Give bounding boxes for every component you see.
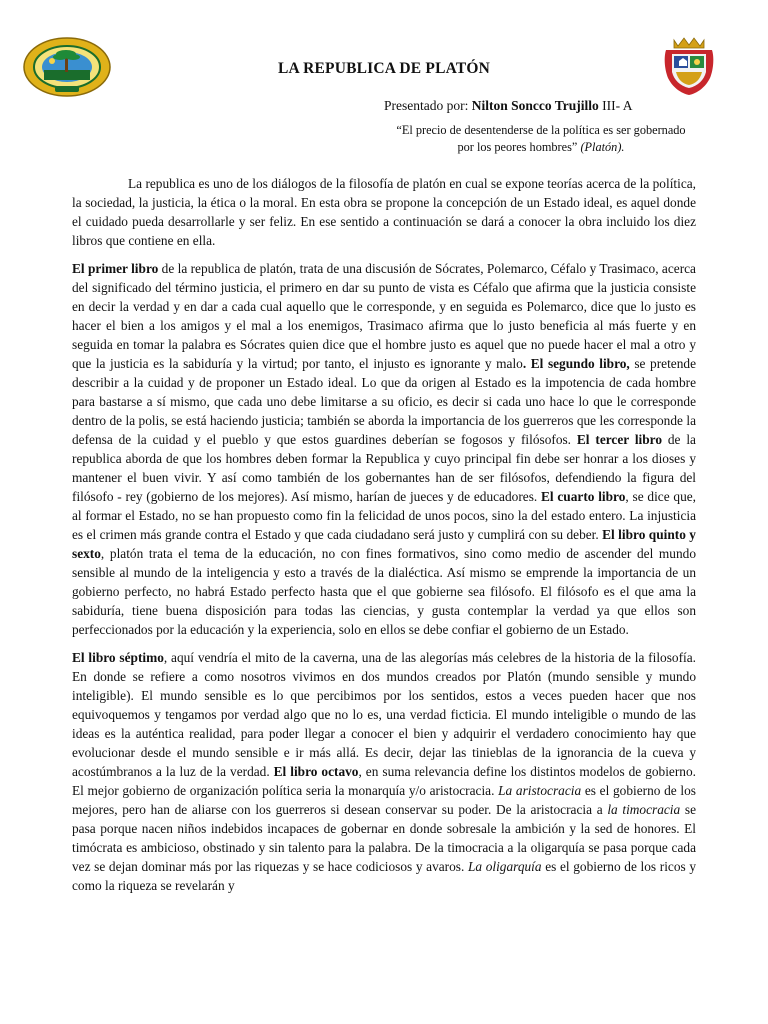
paragraph-intro: La republica es uno de los diálogos de la filosofía de platón en cual se expone teorías acerca de la política, la sociedad, la justicia, la ética o la moral. En esta obra se propone la concepción de un Estado ideal, es aquel donde el cuidado pueda desarrollarle y ser feliz. En ese sentido a continuación se dará a conocer la obra incluido los diez libros que contiene en ella. [72,176,696,248]
paragraph-text: es el gobierno de los ricos y como la riqueza se revelarán y [72,859,697,893]
paragraph-text: , se dice que, al formar el Estado, no se han propuesto como fin la felicidad de unos pocos, sino la del estado entero. La injusticia es el crimen más grande contra el Estado y que cada ciudadano será justo y cumplirá con su deber. [72,489,697,542]
book-heading: El cuarto libro [541,489,626,504]
presenter-line [384,98,633,114]
book-heading: El primer libro [72,261,159,276]
paragraph-text: se pretende describir a la cuidad y de proponer un Estado ideal. Lo que da origen al Estado es la impotencia de cada hombre para bastarse a sí mismo, que cada uno debe limitarse a su oficio, es decir si cada uno hace lo que le corresponde dentro de la polis, se está haciendo justicia; también se aborda la importancia de los guerreros que les corresponde la defensa de la cuidad y el pueblo y que estos guardines deberían se fogosos y filósofos. [72,356,696,447]
term-italic: la timocracia [607,802,681,817]
quote-text: “El precio de desentenderse de la política es ser gobernado por los peores hombres” [396,123,686,154]
paragraph-text: es el gobierno de los mejores, pero han de aliarse con los guerreros si desean conservar su poder. De la aristocracia a [72,783,696,817]
book-heading: El libro quinto y sexto [72,527,696,561]
paragraph-text: de la republica aborda de que los hombres deben formar la Republica y cuyo principal fin debe ser honrar a los dioses y mantener el buen vivir. Y así como también de los gobernantes han de ser filósofos, defendiendo la figura del filósofo - rey (gobierno de los mejores). Así mismo, harían de jueces y de educadores. [72,432,696,504]
paragraph-text: , platón trata el tema de la educación, no con fines formativos, sino como medio de ascender del mundo sensible al mundo de la inteligencia y esto a través de la dialéctica. Así mismo se emprende la importancia de un gobierno perfecto, no habrá Estado perfecto hasta que el que gobierne sea filósofo. El filósofo es el que ama la sabiduría, tiene buena disposición para todas las ciencias, y gusta contemplar la verdad ya que ellos son perfeccionados por la educación y la experiencia, solo en ellos se debe confiar el gobierno de un Estado. [72,546,696,637]
paragraph-books-7-8 [72,648,696,895]
book-heading: El tercer libro [576,432,663,447]
grade-label: III- A [598,98,633,113]
paragraph-text: , en suma relevancia define los distintos modelos de gobierno. El mejor gobierno de organización política seria la monarquía y/o aristocracia. [72,764,696,798]
paragraph-text: de la republica de platón, trata de una discusión de Sócrates, Polemarco, Céfalo y Trasimaco, acerca del significado del término justicia, el primero en dar su punto de vista es Céfalo que afirma que la justicia consiste en decir la verdad y en dar a cada cual aquello que le corresponde, y en seguida es Polemarco, dice que lo justo es hacer el bien a los amigos y el mal a los enemigos, Trasimaco afirma que lo justo beneficia al más fuerte y en seguida en tomar la palabra es Sócrates quien dice que el hombre justo es aquel que no puede hacer el mal a otro y que la justicia es la sabiduría y la virtud; por tanto, el injusto es ignorante y malo [72,261,696,371]
paragraph-text: , aquí vendría el mito de la caverna, una de las alegorías más celebres de la historia de la filosofía. En donde se refiere a como nosotros vivimos en dos mundos creados por Platón (mundo sensible y mundo inteligible). El mundo sensible es lo que percibimos por los sentidos, estos a veces pueden hacer que nos equivoquemos y tengamos por verdad algo que no lo es, una verdad ficticia. El mundo inteligible o mundo de las ideas es la auténtica realidad, para poder llegar a conocer el bien y adquirir el verdadero conocimiento hay que evolucionar desde el mundo sensible e ir más allá. Es decir, dejar las tinieblas de la ignorancia de la cueva y acostúmbranos a la luz de la verdad. [72,650,696,779]
term-italic: La aristocracia [498,783,582,798]
epigraph-quote [388,122,694,156]
body-text [72,174,696,904]
term-italic: La oligarquía [467,859,542,874]
paragraph-books-1-6 [72,259,696,639]
quote-author: (Platón). [580,140,625,154]
presenter-name: Nilton Soncco Trujillo [471,98,599,113]
presented-label: Presentado por: [384,98,472,113]
paragraph-text: se pasa porque nacen niños indebidos incapaces de gobernar en donde sobresale la ambición y la sed de honores. El timócrata es ambicioso, obstinado y sin talento para la palabra. De la timocracia a la oligarquía se pasa porque cada vez se dejan dominar más por las riquezas y se hace codiciosos y avaros. [72,802,696,874]
document-title: LA REPUBLICA DE PLATÓN [277,60,491,77]
book-heading: El libro octavo [273,764,359,779]
book-heading: El libro séptimo [72,650,164,665]
book-heading: . El segundo libro, [522,356,630,371]
